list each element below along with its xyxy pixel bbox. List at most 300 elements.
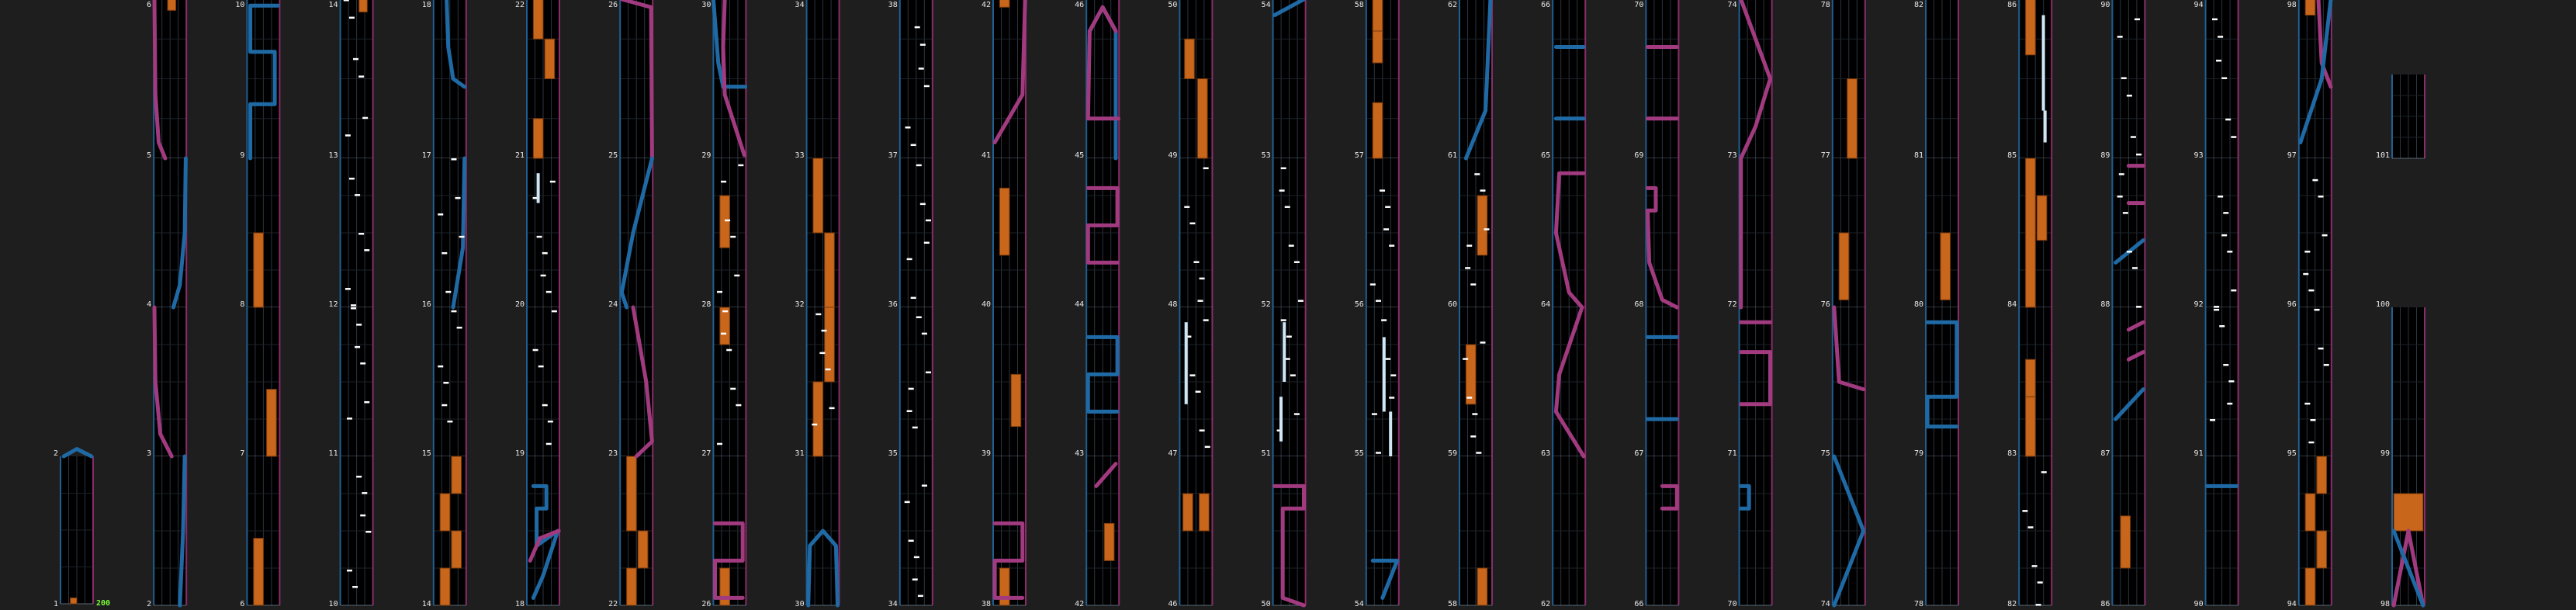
measure-number-label: 17	[421, 151, 431, 160]
measure-number-label: 82	[1913, 1, 1923, 9]
tap-note	[1472, 413, 1477, 415]
measure-number-label: 90	[2193, 600, 2204, 608]
hold-note	[2026, 158, 2036, 307]
tap-note	[455, 197, 461, 199]
tap-note	[1203, 168, 1209, 170]
hold-note	[720, 307, 730, 345]
tap-note	[2312, 179, 2318, 182]
tap-note	[2218, 36, 2223, 38]
tap-note	[1198, 300, 1203, 302]
measure-number-label: 10	[235, 1, 245, 9]
measure-number-label: 5	[147, 151, 152, 160]
measure-number-label: 58	[1354, 1, 1364, 9]
measure-number-label: 65	[1541, 151, 1551, 160]
tap-note	[2212, 19, 2218, 21]
measure-number-label: 11	[328, 449, 338, 458]
air-note	[1279, 397, 1283, 442]
measure-number-label: 29	[701, 151, 712, 160]
tap-note	[815, 314, 821, 316]
measure-number-label: 67	[1634, 449, 1644, 458]
hold-note	[813, 382, 823, 456]
measure-number-label: 52	[1261, 300, 1271, 309]
tap-note	[1463, 358, 1468, 360]
hold-note	[999, 0, 1009, 7]
hold-note	[1185, 39, 1195, 78]
measure-number-label: 1	[53, 600, 58, 608]
measure-number-label: 79	[1913, 449, 1923, 458]
measure-number-label: 70	[1727, 600, 1737, 608]
measure-number-label: 66	[1634, 600, 1644, 608]
tap-note	[905, 127, 911, 129]
measure-number-label: 23	[608, 449, 618, 458]
tap-note	[1390, 374, 1396, 376]
measure-number-label: 76	[1820, 300, 1830, 309]
tap-note	[447, 421, 452, 423]
hold-note	[1198, 79, 1208, 159]
tap-note	[909, 540, 914, 542]
measure-number-label: 68	[1634, 300, 1644, 309]
measure-number-label: 13	[328, 151, 338, 160]
measure-number-label: 12	[328, 300, 338, 309]
tap-note	[358, 233, 364, 235]
tap-note	[726, 349, 732, 352]
measure-number-label: 20	[514, 300, 525, 309]
measure-number-label: 50	[1168, 1, 1178, 9]
tap-note	[1184, 206, 1189, 208]
measure-number-label: 22	[514, 1, 525, 9]
tap-note	[2223, 364, 2228, 366]
tap-note	[738, 165, 743, 167]
measure-number-label: 40	[981, 300, 991, 309]
tap-note	[1484, 228, 1490, 230]
tap-note	[1380, 189, 1385, 192]
measure-number-label: 92	[2193, 300, 2204, 309]
hold-note	[1477, 196, 1487, 255]
tap-note	[546, 291, 552, 293]
hold-note	[533, 119, 543, 158]
tap-note	[2228, 380, 2234, 383]
measure-number-label: 42	[981, 1, 991, 9]
tap-note	[533, 349, 538, 352]
tap-note	[360, 515, 365, 517]
tap-note	[345, 288, 351, 290]
tap-note	[2221, 77, 2227, 79]
tap-note	[1290, 374, 1296, 376]
measure-number-label: 42	[1075, 600, 1085, 608]
measure-number-label: 6	[240, 600, 245, 608]
tap-note	[362, 117, 368, 120]
tap-note	[736, 404, 741, 407]
tap-note	[2308, 289, 2314, 292]
tap-note	[822, 330, 827, 332]
tap-note	[459, 236, 465, 238]
tap-note	[907, 258, 912, 261]
tap-note	[1480, 341, 1485, 344]
hold-note	[2305, 494, 2315, 531]
measure-number-label: 64	[1541, 300, 1551, 309]
measure-number-label: 37	[888, 151, 898, 160]
measure-number-label: 38	[888, 1, 898, 9]
hold-note	[813, 158, 823, 233]
measure-number-label: 56	[1354, 300, 1364, 309]
tap-note	[349, 178, 355, 180]
hold-note	[452, 531, 462, 568]
tap-note	[2227, 403, 2232, 405]
tap-note	[914, 556, 919, 559]
tap-note	[1289, 244, 1294, 247]
tap-note	[1203, 319, 1209, 321]
measure-number-label: 80	[1913, 300, 1923, 309]
tap-note	[1281, 319, 1286, 321]
tap-note	[1205, 446, 1210, 449]
tap-note	[542, 404, 548, 407]
tap-note	[438, 366, 443, 368]
hold-note	[1477, 568, 1487, 605]
measure-number-label: 10	[328, 600, 338, 608]
tap-note	[546, 443, 552, 445]
tap-note	[1370, 283, 1376, 286]
tap-note	[2231, 136, 2236, 138]
measure-number-label: 14	[421, 600, 431, 608]
hold-note	[2026, 359, 2036, 397]
measure-number-label: 46	[1168, 600, 1178, 608]
tap-note	[819, 352, 825, 355]
measure-number-label: 18	[421, 1, 431, 9]
tap-note	[1385, 206, 1390, 208]
tap-note	[916, 165, 922, 167]
tap-note	[2038, 581, 2043, 584]
hold-note	[440, 568, 450, 605]
measure-number-label: 70	[1634, 1, 1644, 9]
measure-number-label: 87	[2100, 449, 2110, 458]
measure-number-label: 95	[2287, 449, 2297, 458]
tap-note	[1193, 261, 1199, 263]
measure-number-label: 94	[2287, 600, 2297, 608]
tap-note	[1200, 278, 1205, 280]
tap-note	[2214, 306, 2219, 308]
measure-number-label: 82	[2007, 600, 2017, 608]
measure-number-label: 62	[1541, 600, 1551, 608]
tap-note	[2303, 273, 2308, 276]
measure-number-label: 25	[608, 151, 618, 160]
measure-number-label: 3	[147, 449, 152, 458]
hold-note	[1104, 523, 1114, 560]
tap-note	[2117, 36, 2123, 38]
measure-number-label: 48	[1168, 300, 1178, 309]
tap-note	[1465, 267, 1470, 269]
measure-number-label: 28	[701, 300, 712, 309]
measure-number-label: 38	[981, 600, 991, 608]
tap-note	[2308, 442, 2314, 444]
tap-note	[1279, 189, 1285, 192]
tap-note	[924, 85, 930, 88]
measure-number-label: 27	[701, 449, 712, 458]
tap-note	[443, 382, 448, 384]
tap-note	[2318, 196, 2324, 198]
measure-number-label: 89	[2100, 151, 2110, 160]
measure-number-label: 90	[2100, 1, 2110, 9]
blue-slide-path	[64, 449, 92, 457]
hold-note	[2394, 494, 2423, 531]
tap-note	[364, 249, 369, 251]
tap-note	[2318, 348, 2324, 350]
measure-number-label: 57	[1354, 151, 1364, 160]
tap-note	[356, 324, 362, 326]
tap-note	[358, 75, 364, 78]
tap-note	[2322, 234, 2328, 237]
tap-note	[1189, 374, 1195, 376]
tap-note	[2225, 119, 2231, 121]
measure-number-label: 6	[147, 1, 152, 9]
tap-note	[2311, 419, 2316, 421]
tap-note	[909, 388, 914, 390]
tap-note	[457, 327, 462, 329]
tap-note	[355, 194, 360, 196]
hold-note	[720, 196, 730, 248]
measure-number-label: 33	[795, 151, 805, 160]
measure-number-label: 69	[1634, 151, 1644, 160]
tap-note	[2218, 196, 2223, 198]
measure-number-label: 71	[1727, 449, 1737, 458]
tap-note	[2022, 510, 2027, 512]
tap-note	[2117, 196, 2123, 198]
tap-note	[353, 58, 358, 61]
measure-number-label: 16	[421, 300, 431, 309]
measure-number-label: 2	[53, 449, 58, 458]
tap-note	[2210, 419, 2215, 421]
tap-note	[355, 346, 360, 348]
tap-note	[542, 252, 548, 255]
measure-number-label: 22	[608, 600, 618, 608]
measure-number-label: 93	[2193, 151, 2204, 160]
tap-note	[916, 317, 922, 319]
tap-note	[826, 369, 831, 371]
hold-note	[359, 0, 368, 12]
measure-number-label: 97	[2287, 151, 2297, 160]
hold-note	[999, 188, 1009, 255]
measure-number-label: 96	[2287, 300, 2297, 309]
measure-number-label: 4	[147, 300, 152, 309]
measure-number-label: 26	[608, 1, 618, 9]
tap-note	[1466, 397, 1472, 399]
tap-note	[344, 0, 349, 2]
tap-note	[2214, 309, 2219, 311]
measure-number-label: 60	[1447, 300, 1457, 309]
tap-note	[2136, 154, 2141, 156]
hold-note	[267, 390, 277, 456]
air-note	[1185, 322, 1188, 404]
measure-number-label: 35	[888, 449, 898, 458]
hold-note	[440, 494, 450, 531]
tap-note	[1476, 452, 1481, 454]
tap-note	[721, 333, 726, 335]
measure-number-label: 63	[1541, 449, 1551, 458]
measure-number-label: 100	[2375, 300, 2390, 309]
tap-note	[922, 484, 927, 487]
tap-note	[2324, 364, 2329, 366]
tap-note	[2132, 267, 2138, 269]
measure-number-label: 31	[795, 449, 805, 458]
hold-note	[1200, 494, 1210, 531]
hold-note	[2305, 568, 2315, 605]
hold-note	[254, 233, 264, 307]
tap-note	[912, 578, 918, 581]
hold-note	[2317, 456, 2327, 494]
tap-note	[1285, 206, 1290, 208]
hold-note	[533, 0, 543, 39]
measure-number-label: 58	[1447, 600, 1457, 608]
hold-note	[2026, 0, 2036, 55]
tap-note	[1372, 413, 1377, 415]
tap-note	[1200, 429, 1205, 432]
tap-note	[721, 181, 726, 183]
hold-note	[825, 307, 835, 382]
tap-note	[1474, 173, 1480, 175]
tap-note	[441, 252, 447, 255]
tap-note	[907, 410, 912, 412]
measure-number-label: 18	[514, 600, 525, 608]
measure-number-label: 94	[2193, 1, 2204, 9]
tap-note	[911, 297, 916, 300]
tap-note	[1189, 223, 1195, 225]
measure-number-label: 86	[2007, 1, 2017, 9]
tap-note	[2315, 309, 2320, 311]
hold-note	[71, 598, 77, 604]
tap-note	[1385, 358, 1390, 360]
tap-note	[1480, 189, 1485, 192]
measure-number-label: 36	[888, 300, 898, 309]
tap-note	[915, 26, 920, 29]
measure-number-label: 24	[608, 300, 618, 309]
tap-note	[345, 134, 351, 137]
air-note	[537, 173, 540, 203]
measure-number-label: 88	[2100, 300, 2110, 309]
measure-number-label: 59	[1447, 449, 1457, 458]
tap-note	[717, 443, 722, 445]
measure-number-label: 78	[1820, 1, 1830, 9]
hold-note	[452, 456, 462, 494]
tap-note	[912, 427, 918, 429]
tap-note	[441, 404, 447, 407]
tap-note	[1466, 244, 1472, 247]
measure-number-label: 47	[1168, 449, 1178, 458]
tap-note	[438, 213, 443, 216]
measure-number-label: 62	[1447, 1, 1457, 9]
measure-number-label: 99	[2380, 449, 2390, 458]
tap-note	[451, 158, 456, 161]
measure-number-label: 34	[888, 600, 898, 608]
air-note	[1389, 411, 1392, 456]
tap-note	[351, 307, 356, 310]
tap-note	[2131, 136, 2136, 138]
tap-note	[1298, 300, 1304, 302]
air-note	[1383, 337, 1386, 411]
hold-note	[545, 39, 555, 78]
measure-number-label: 54	[1261, 1, 1271, 9]
hold-note	[627, 568, 637, 605]
hold-note	[2121, 516, 2131, 568]
tap-note	[2135, 19, 2140, 21]
hold-note	[1011, 374, 1021, 426]
tap-note	[918, 595, 923, 598]
tap-note	[1376, 300, 1381, 302]
tap-note	[356, 476, 362, 478]
measure-number-label: 74	[1820, 600, 1830, 608]
tap-note	[905, 501, 910, 504]
tap-note	[812, 424, 817, 426]
measure-number-label: 86	[2100, 600, 2110, 608]
tap-note	[924, 242, 930, 244]
tap-note	[1376, 452, 1381, 454]
tap-note	[1294, 413, 1300, 415]
measure-number-label: 21	[514, 151, 525, 160]
hold-note	[1373, 102, 1383, 158]
measure-number-label: 98	[2287, 1, 2297, 9]
tap-note	[1196, 391, 1201, 393]
tap-note	[2119, 173, 2124, 175]
measure-number-label: 43	[1075, 449, 1085, 458]
tap-note	[2304, 251, 2310, 253]
tap-note	[552, 310, 557, 313]
measure-number-label: 26	[701, 600, 712, 608]
tap-note	[730, 236, 736, 238]
tap-note	[365, 531, 371, 533]
tap-note	[364, 401, 369, 404]
measure-number-label: 73	[1727, 151, 1737, 160]
tap-note	[734, 275, 739, 277]
tap-note	[2123, 212, 2128, 214]
tap-note	[541, 275, 546, 277]
measure-number-label: 77	[1820, 151, 1830, 160]
hold-note	[2317, 531, 2327, 568]
tap-note	[2032, 565, 2038, 567]
measure-number-label: 45	[1075, 151, 1085, 160]
measure-number-label: 85	[2007, 151, 2017, 160]
measure-number-label: 49	[1168, 151, 1178, 160]
hold-note	[2305, 0, 2315, 16]
tap-note	[911, 144, 916, 147]
tap-note	[717, 291, 722, 293]
measure-number-label: 78	[1913, 600, 1923, 608]
air-note	[2044, 111, 2047, 143]
tap-note	[351, 304, 356, 307]
tap-note	[347, 418, 352, 420]
tap-note	[347, 570, 352, 572]
measure-number-label: 98	[2380, 600, 2390, 608]
measure-number-label: 51	[1261, 449, 1271, 458]
hold-note	[1373, 0, 1383, 31]
hold-note	[627, 456, 637, 531]
measure-number-label: 30	[795, 600, 805, 608]
tap-note	[1281, 168, 1286, 170]
measure-number-label: 30	[701, 1, 712, 9]
measure-number-label: 41	[981, 151, 991, 160]
measure-number-label: 14	[328, 1, 338, 9]
tap-note	[1389, 397, 1394, 399]
measure-number-label: 91	[2193, 449, 2204, 458]
measure-number-label: 83	[2007, 449, 2017, 458]
tap-note	[1294, 261, 1300, 263]
measure-number-label: 50	[1261, 600, 1271, 608]
measure-number-label: 2	[147, 600, 152, 608]
measure-number-label: 15	[421, 449, 431, 458]
tap-note	[2227, 251, 2232, 253]
hold-note	[168, 0, 176, 10]
measure-number-label: 84	[2007, 300, 2017, 309]
measure-number-label: 8	[240, 300, 245, 309]
tap-note	[1389, 244, 1394, 247]
measure-number-label: 19	[514, 449, 525, 458]
